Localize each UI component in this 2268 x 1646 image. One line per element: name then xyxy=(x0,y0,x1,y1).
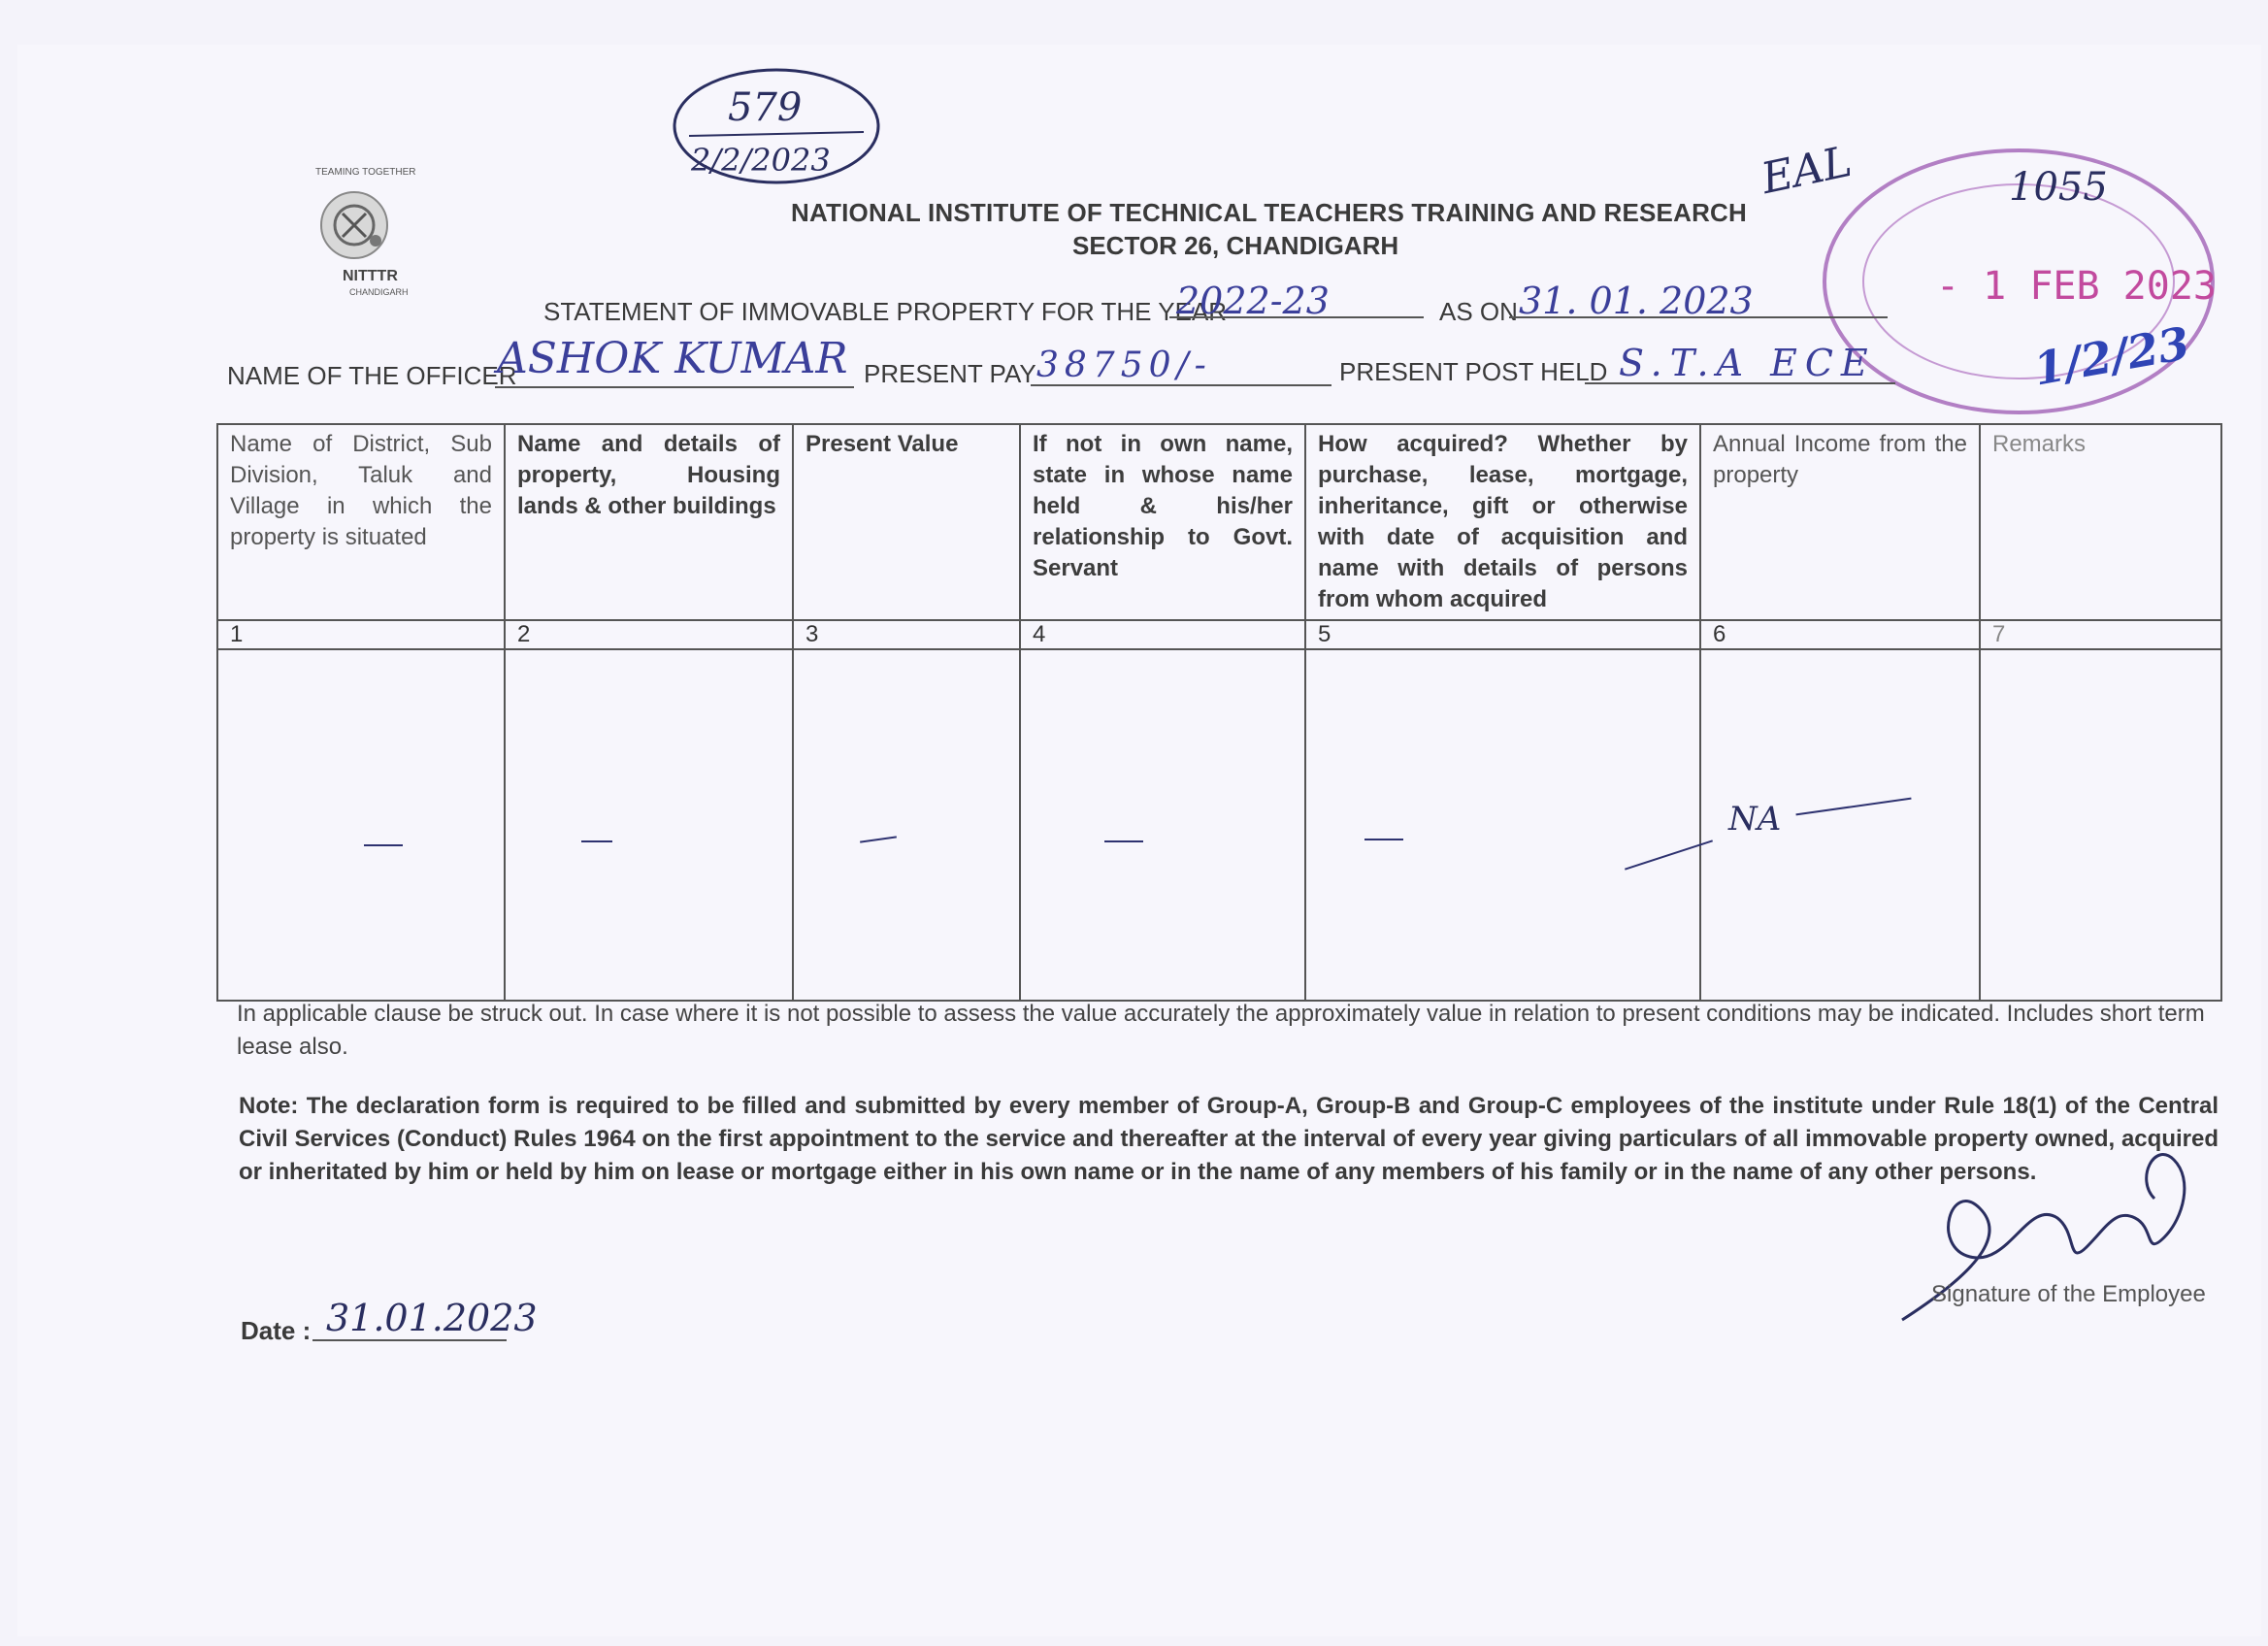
col-number: 5 xyxy=(1305,620,1700,649)
officer-name-underline xyxy=(495,386,854,388)
table-cell xyxy=(1700,649,1980,1001)
col-header-property-details: Name and details of property, Housing lands & other buildings xyxy=(505,424,793,620)
post-held-label: PRESENT POST HELD xyxy=(1339,357,1608,386)
table-cell xyxy=(1020,649,1305,1001)
present-pay-label: PRESENT PAY xyxy=(864,359,1036,388)
date-underline xyxy=(312,1339,507,1341)
blank-dash xyxy=(860,836,897,842)
table-cell xyxy=(1980,649,2221,1001)
declaration-note: Note: The declaration form is required to be filled and submitted by every member of Group-A, Group-B and Group-C employees of the institute under Rule 18(1) of the Central Civil Services (Conduct) Rules 1964 on the first appointment to the service and thereafter at the interval of every year giving particulars of all immovable property owned, acquired or inheritated by him or held by him on lease or mortgage either in his own name or in the name of any members of his family or in the name of any other persons. xyxy=(239,1093,2219,1185)
col-header-how-acquired: How acquired? Whether by purchase, lease, mortgage, inheritance, gift or otherwise with date of acquisition and name with details of persons from whom acquired xyxy=(1305,424,1700,620)
property-table xyxy=(216,423,2222,1002)
nitttr-logo xyxy=(296,165,427,301)
office-stamp-initials: 1/2/23 xyxy=(2029,316,2194,396)
date-label: Date : xyxy=(241,1316,312,1345)
statement-label: STATEMENT OF IMMOVABLE PROPERTY FOR THE YEAR xyxy=(543,297,1228,326)
table-number-row xyxy=(217,620,2221,649)
present-pay: 38750/- xyxy=(1036,346,1212,385)
col-number: 3 xyxy=(793,620,1020,649)
table-header-row xyxy=(217,424,2221,620)
col-number: 1 xyxy=(217,620,505,649)
col-number: 4 xyxy=(1020,620,1305,649)
col-number: 6 xyxy=(1700,620,1980,649)
col-number: 2 xyxy=(505,620,793,649)
office-stamp-date: - 1 FEB 2023 xyxy=(1936,264,2217,309)
blank-dash xyxy=(1364,839,1403,840)
institute-title: NATIONAL INSTITUTE OF TECHNICAL TEACHERS TRAINING AND RESEARCH xyxy=(791,198,1748,227)
footnote: In applicable clause be struck out. In case where it is not possible to assess the value accurately the approximately value in relation to present conditions may be indicated. Includes short term lease also. xyxy=(237,1001,2205,1060)
officer-name-label: NAME OF THE OFFICER xyxy=(227,361,517,390)
receipt-number: 579 xyxy=(728,85,803,130)
as-on-label: AS ON xyxy=(1439,297,1518,326)
table-cell xyxy=(217,649,505,1001)
blank-dash xyxy=(1104,840,1143,842)
col-header-owner-relationship: If not in own name, state in whose name held & his/her relationship to Govt. Servant xyxy=(1020,424,1305,620)
signature-label: Signature of the Employee xyxy=(1931,1281,2206,1307)
table-row xyxy=(217,649,2221,1001)
blank-dash xyxy=(364,844,403,846)
col-header-annual-income: Annual Income from the property xyxy=(1700,424,1980,620)
post-held: S.T.A ECE xyxy=(1619,342,1876,384)
col-number: 7 xyxy=(1980,620,2221,649)
date-value: 31.01.2023 xyxy=(326,1297,538,1339)
col-header-location: Name of District, Sub Division, Taluk and Village in which the property is situated xyxy=(217,424,505,620)
logo-tagline: TEAMING TOGETHER xyxy=(315,167,416,178)
col-header-present-value: Present Value xyxy=(793,424,1020,620)
corner-mark: EAL xyxy=(1757,136,1857,205)
table-cell xyxy=(793,649,1020,1001)
statement-year: 2022-23 xyxy=(1176,280,1330,322)
receipt-stamp xyxy=(670,66,883,192)
table-cell xyxy=(1305,649,1700,1001)
as-on-date: 31. 01. 2023 xyxy=(1519,280,1754,322)
office-stamp xyxy=(1815,136,2242,417)
officer-name: ASHOK KUMAR xyxy=(497,334,848,383)
logo-city: CHANDIGARH xyxy=(349,287,409,297)
table-cell xyxy=(505,649,793,1001)
not-applicable-entry: NA xyxy=(1728,800,1782,839)
receipt-date: 2/2/2023 xyxy=(691,142,831,179)
logo-name: NITTTR xyxy=(343,268,398,284)
institute-address: SECTOR 26, CHANDIGARH xyxy=(1072,231,1399,260)
office-stamp-number: 1055 xyxy=(2009,165,2108,210)
col-header-remarks: Remarks xyxy=(1980,424,2221,620)
blank-dash xyxy=(581,840,612,842)
